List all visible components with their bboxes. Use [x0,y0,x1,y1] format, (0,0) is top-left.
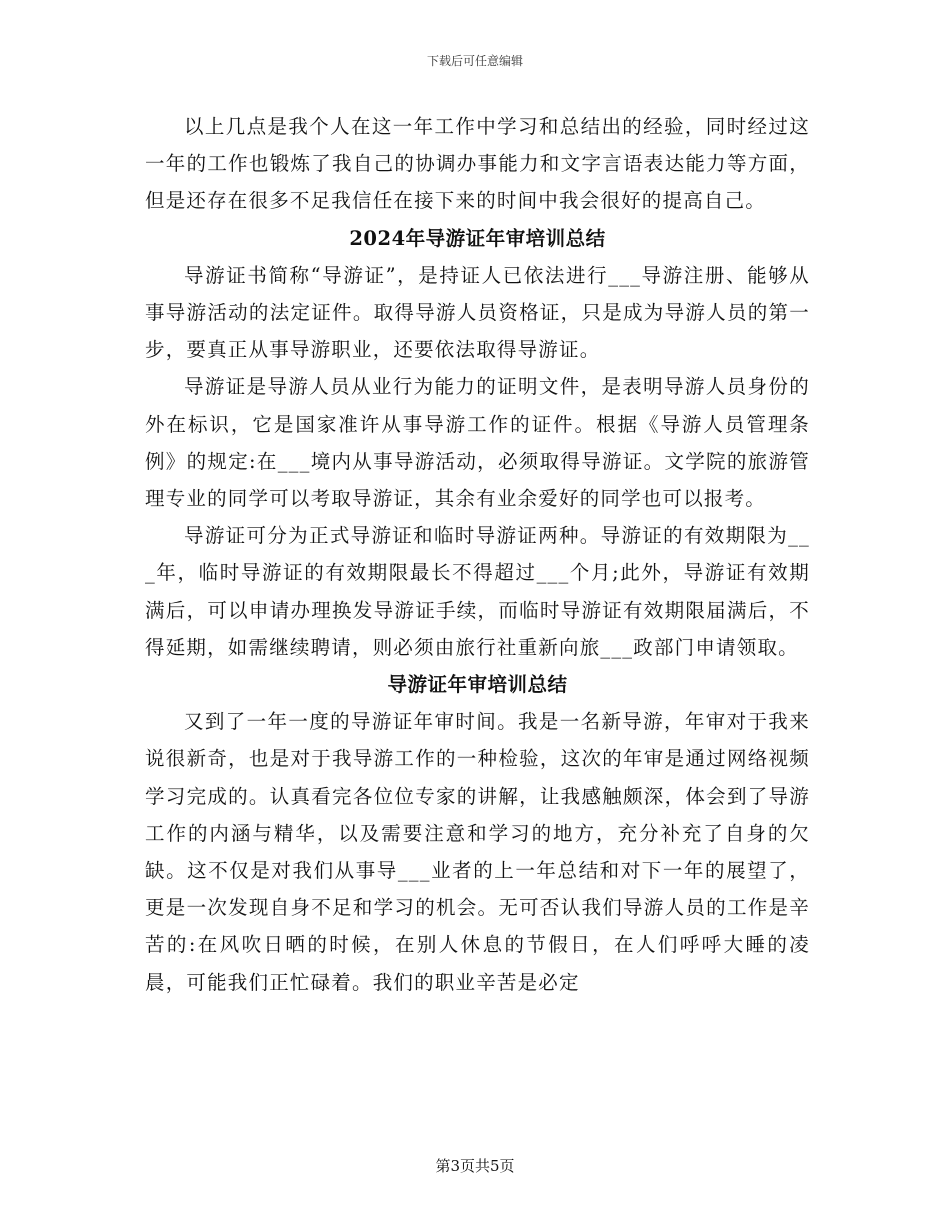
section-heading-2024: 2024年导游证年审培训总结 [349,226,606,250]
page-number: 第3页共5页 [435,1157,515,1175]
paragraph-guide-cert-types: 导游证可分为正式导游证和临时导游证两种。导游证的有效期限为___年，临时导游证的有效期限最长不得超过___个月;此外，导游证有效期满后，可以申请办理换发导游证手续，而临时导游证有效期限届满后，不得延期，如需继续聘请，则必须由旅行社重新向旅___政部门申请领取。 [145,524,810,659]
paragraph-intro-summary: 以上几点是我个人在这一年工作中学习和总结出的经验，同时经过这一年的工作也锻炼了我自己的协调办事能力和文字言语表达能力等方面，但是还存在很多不足我信任在接下来的时间中我会很好的提高自己。 [145,115,810,213]
section-heading-annual-review: 导游证年审培训总结 [387,673,568,697]
paragraph-guide-cert-definition: 导游证书简称“导游证”，是持证人已依法进行___导游注册、能够从事导游活动的法定证件。取得导游人员资格证，只是成为导游人员的第一步，要真正从事导游职业，还要依法取得导游证。 [145,263,810,362]
paragraph-annual-review-experience: 又到了一年一度的导游证年审时间。我是一名新导游，年审对于我来说很新奇，也是对于我导游工作的一种检验，这次的年审是通过网络视频学习完成的。认真看完各位位专家的讲解，让我感触颇深，体会到了导游工作的内涵与精华，以及需要注意和学习的地方，充分补充了自身的欠缺。这不仅是对我们从事导___业者的上一年总结和对下一年的展望了，更是一次发现自身不足和学习的机会。无可否认我们导游人员的工作是辛苦的:在风吹日晒的时候，在别人休息的节假日，在人们呼呼大睡的凌晨，可能我们正忙碌着。我们的职业辛苦是必定 [145,710,810,994]
document-body [145,108,810,1001]
paragraph-guide-cert-proof: 导游证是导游人员从业行为能力的证明文件，是表明导游人员身份的外在标识，它是国家准许从事导游工作的证件。根据《导游人员管理条例》的规定:在___境内从事导游活动，必须取得导游证。文学院的旅游管理专业的同学可以考取导游证，其余有业余爱好的同学也可以报考。 [145,375,810,511]
header-note: 下载后可任意编辑 [426,54,523,68]
